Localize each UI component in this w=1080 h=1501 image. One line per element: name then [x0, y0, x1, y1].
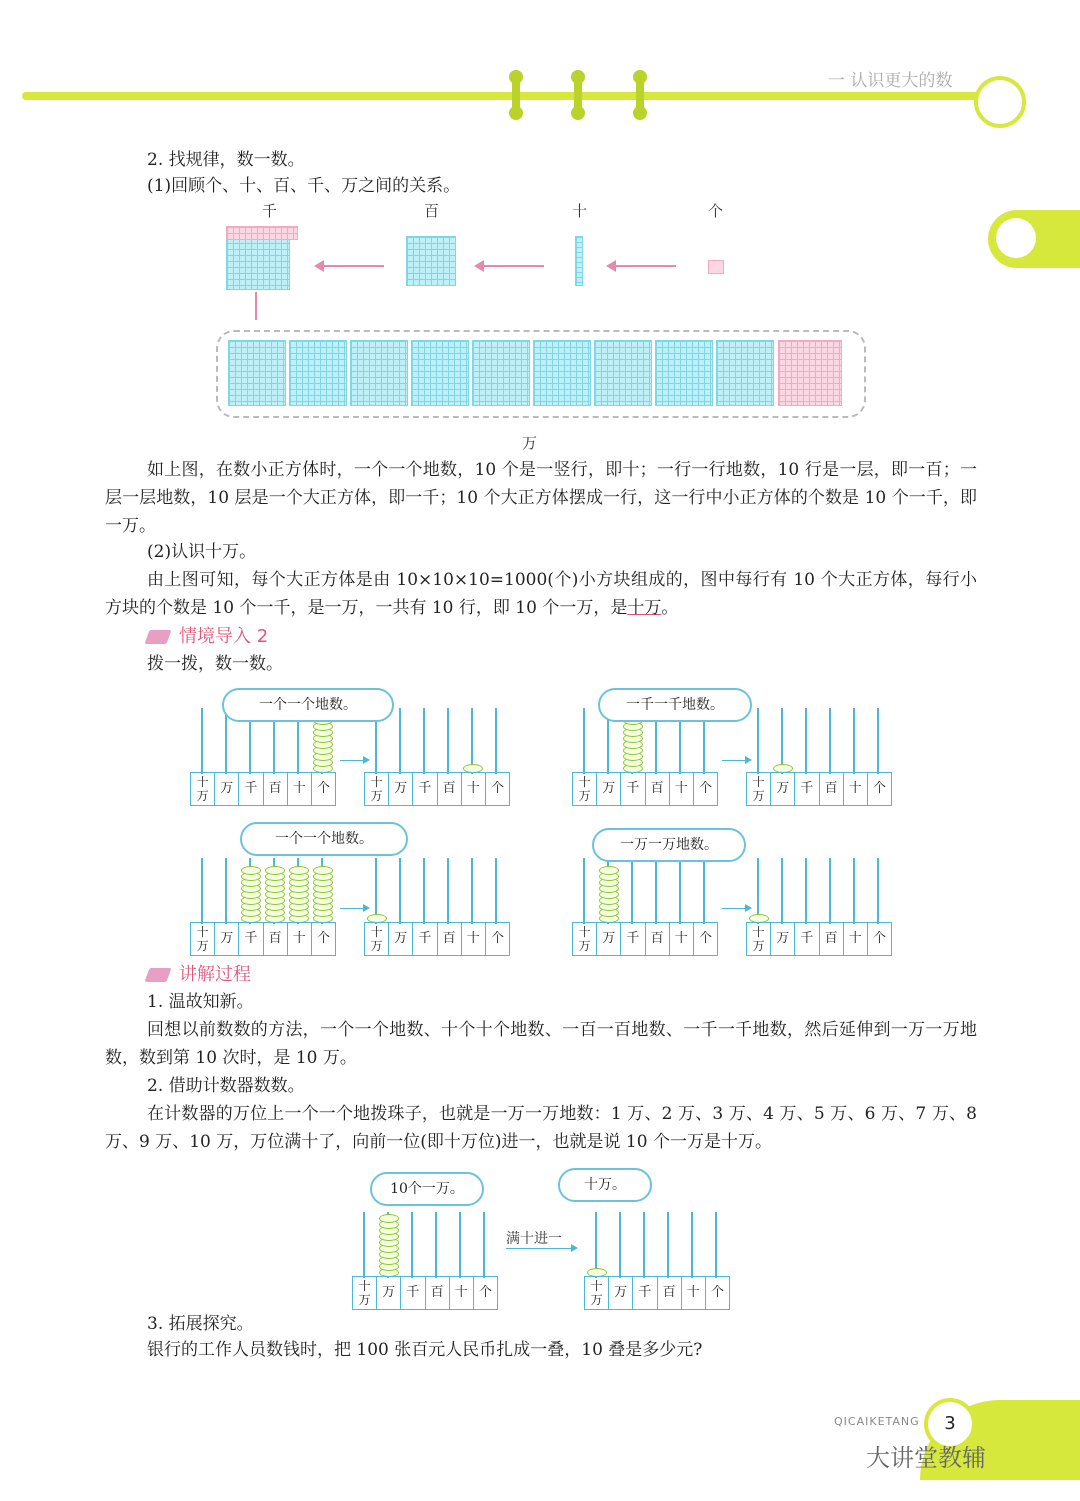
- place-label: 十: [462, 773, 486, 805]
- rod: [643, 1212, 645, 1278]
- bead: [265, 866, 285, 875]
- place-label: 千: [239, 773, 263, 805]
- instruction-text: 拨一拨，数一数。: [147, 654, 283, 674]
- place-label: 十万: [191, 923, 215, 955]
- rod: [483, 1212, 485, 1278]
- place-label: 百: [820, 773, 844, 805]
- header-rule: [22, 92, 992, 100]
- rod: [805, 708, 807, 774]
- place-label: 十: [288, 923, 312, 955]
- rod: [423, 858, 425, 924]
- arrow-right-icon: [340, 908, 364, 909]
- place-label: 十: [844, 773, 868, 805]
- big-cube: [594, 340, 652, 406]
- carry-label: 满十进一: [506, 1231, 562, 1247]
- rod: [201, 858, 203, 924]
- place-label: 万: [215, 773, 239, 805]
- rod: [225, 708, 227, 774]
- subsection-title: 1. 温故知新。: [147, 992, 254, 1012]
- rod: [853, 708, 855, 774]
- thought-cloud: 10个一万。: [370, 1172, 484, 1206]
- rod: [459, 1212, 461, 1278]
- rod: [411, 1212, 413, 1278]
- place-label: 十万: [573, 773, 597, 805]
- section-heading-explain: 讲解过程: [147, 960, 251, 986]
- rod: [853, 858, 855, 924]
- arrow-left-icon: [482, 265, 544, 267]
- big-cube: [228, 340, 286, 406]
- place-label: 个: [872, 781, 886, 796]
- rod: [631, 858, 633, 924]
- place-label: 十: [670, 773, 694, 805]
- subsection-title: 3. 拓展探究。: [147, 1314, 254, 1334]
- label-qian: 千: [262, 202, 278, 220]
- label-wan: 万: [522, 434, 538, 452]
- arrow-down-icon: [255, 292, 257, 320]
- bead: [379, 1214, 399, 1223]
- rod: [715, 1212, 717, 1278]
- place-label: 万: [215, 923, 239, 955]
- thought-cloud: 一千一千地数。: [598, 688, 752, 722]
- rod: [447, 708, 449, 774]
- binder-ring-icon: [574, 74, 582, 116]
- bead: [313, 866, 333, 875]
- rod: [667, 1212, 669, 1278]
- rod: [619, 1212, 621, 1278]
- bead: [599, 866, 619, 875]
- counting-frame: [584, 1200, 728, 1310]
- paragraph: 回想以前数数的方法，一个一个地数、十个十个地数、一百一百地数、一千一千地数，然后延伸到一万一万地数，数到第 10 次时，是 10 万。: [105, 1020, 977, 1068]
- question-text: 银行的工作人员数钱时，把 100 张百元人民币扎成一叠，10 叠是多少元?: [147, 1340, 703, 1360]
- thought-cloud: 十万。: [558, 1168, 652, 1202]
- place-label: 个: [490, 781, 504, 796]
- rod: [471, 858, 473, 924]
- subsection-title: (1)回顾个、十、百、千、万之间的关系。: [147, 176, 461, 196]
- bead: [289, 866, 309, 875]
- big-cube-highlight: [778, 340, 842, 406]
- rod: [679, 858, 681, 924]
- place-label: 个: [710, 1285, 724, 1300]
- counting-frame: [190, 846, 334, 956]
- place-label: 千: [413, 923, 437, 955]
- subsection-title: (2)认识十万。: [147, 542, 257, 562]
- label-shi: 十: [572, 202, 588, 220]
- label-ge: 个: [708, 202, 724, 220]
- place-label: 十万: [191, 773, 215, 805]
- place-label: 个: [316, 781, 330, 796]
- big-cube: [411, 340, 469, 406]
- paragraph: 由上图可知，每个大正方体是由 10×10×10=1000(个)小方块组成的，图中每行有 10 个大正方体，每行小方块的个数是 10 个一千，是一万，一共有 10 行，即 10 个一万，是十万。: [105, 570, 977, 618]
- place-label: 百: [264, 923, 288, 955]
- place-label: 百: [658, 1277, 682, 1309]
- watermark: 大讲堂教辅: [866, 1444, 986, 1472]
- place-label: 个: [872, 931, 886, 946]
- place-label: 万: [771, 773, 795, 805]
- rod: [655, 858, 657, 924]
- place-label: 十万: [365, 773, 389, 805]
- paragraph: 如上图，在数小正方体时，一个一个地数，10 个是一竖行，即十；一行一行地数，10 行是一层，即一百；一层一层地数，10 层是一个大正方体，即一千；10 个大正方体摆成一行，这一行中小正方体的个数是 10 个一千，即一万。: [105, 460, 977, 536]
- place-label: 千: [413, 773, 437, 805]
- place-label: 百: [264, 773, 288, 805]
- chapter-title: 一 认识更大的数: [828, 71, 953, 91]
- arrow-right-icon: [506, 1248, 572, 1249]
- place-label: 十万: [747, 923, 771, 955]
- place-label: 千: [239, 923, 263, 955]
- rod: [781, 858, 783, 924]
- thought-cloud: 一个一个地数。: [222, 688, 394, 722]
- rod: [495, 708, 497, 774]
- place-label: 十万: [573, 923, 597, 955]
- book-icon: [144, 968, 171, 982]
- thousand-cube: [226, 236, 290, 290]
- thought-cloud: 一万一万地数。: [592, 828, 746, 862]
- big-cube: [472, 340, 530, 406]
- rod: [691, 1212, 693, 1278]
- place-label: 万: [609, 1277, 633, 1309]
- mascot-logo-icon: [974, 76, 1026, 128]
- rod: [495, 858, 497, 924]
- place-label: 十: [670, 923, 694, 955]
- place-label: 个: [490, 931, 504, 946]
- rod: [877, 708, 879, 774]
- rod: [583, 708, 585, 774]
- arrow-right-icon: [340, 760, 364, 761]
- rod: [225, 858, 227, 924]
- bead: [241, 866, 261, 875]
- rod: [829, 708, 831, 774]
- place-label: 万: [389, 923, 413, 955]
- place-label: 十: [288, 773, 312, 805]
- place-label: 千: [621, 923, 645, 955]
- book-icon: [144, 630, 171, 644]
- place-label: 十万: [585, 1277, 609, 1309]
- big-cube: [289, 340, 347, 406]
- rod: [447, 858, 449, 924]
- binder-ring-icon: [636, 74, 644, 116]
- thought-cloud: 一个一个地数。: [240, 822, 408, 856]
- big-cube: [533, 340, 591, 406]
- paragraph: 在计数器的万位上一个一个地拨珠子，也就是一万一万地数：1 万、2 万、3 万、4 万、5 万、6 万、7 万、8 万、9 万、10 万，万位满十了，向前一位(即十万位)进一，也就是说 10 个一万是十万。: [105, 1104, 977, 1152]
- place-label: 十: [682, 1277, 706, 1309]
- place-label: 个: [698, 931, 712, 946]
- arrow-right-icon: [722, 760, 746, 761]
- place-label: 十: [462, 923, 486, 955]
- page-number: 3: [924, 1398, 976, 1450]
- place-label: 十万: [353, 1277, 377, 1309]
- hundred-flat: [406, 236, 456, 286]
- place-label: 百: [426, 1277, 450, 1309]
- rod: [423, 708, 425, 774]
- counting-frame: [352, 1200, 496, 1310]
- counting-frame: [572, 846, 716, 956]
- rod: [399, 708, 401, 774]
- place-label: 万: [771, 923, 795, 955]
- place-label: 万: [389, 773, 413, 805]
- rod: [877, 858, 879, 924]
- label-bai: 百: [424, 202, 440, 220]
- arrow-left-icon: [322, 265, 384, 267]
- place-label: 百: [438, 923, 462, 955]
- rod: [583, 858, 585, 924]
- place-label: 千: [621, 773, 645, 805]
- subsection-title: 2. 借助计数器数数。: [147, 1076, 305, 1096]
- place-label: 个: [478, 1285, 492, 1300]
- ten-rod: [575, 236, 583, 286]
- big-cube: [350, 340, 408, 406]
- rod: [703, 858, 705, 924]
- rod: [805, 858, 807, 924]
- place-label: 万: [377, 1277, 401, 1309]
- place-label: 千: [401, 1277, 425, 1309]
- place-label: 十: [844, 923, 868, 955]
- place-label: 百: [646, 773, 670, 805]
- arrow-right-icon: [722, 908, 746, 909]
- big-cube: [716, 340, 774, 406]
- unit-cube: [708, 260, 724, 274]
- place-label: 个: [698, 781, 712, 796]
- place-label: 百: [646, 923, 670, 955]
- place-label: 万: [597, 923, 621, 955]
- place-label: 万: [597, 773, 621, 805]
- rod: [435, 1212, 437, 1278]
- place-label: 千: [795, 773, 819, 805]
- rod: [757, 708, 759, 774]
- section-title: 2. 找规律，数一数。: [147, 150, 305, 170]
- place-label: 百: [438, 773, 462, 805]
- arrow-left-icon: [614, 265, 676, 267]
- rod: [399, 858, 401, 924]
- rod: [829, 858, 831, 924]
- rod: [363, 1212, 365, 1278]
- section-heading-intro: 情境导入 2: [147, 622, 268, 648]
- place-label: 十万: [747, 773, 771, 805]
- place-label: 个: [316, 931, 330, 946]
- counting-frame: [364, 846, 508, 956]
- counting-frame: [746, 846, 890, 956]
- place-label: 千: [633, 1277, 657, 1309]
- place-label: 百: [820, 923, 844, 955]
- rod: [201, 708, 203, 774]
- place-label: 十: [450, 1277, 474, 1309]
- big-cube: [655, 340, 713, 406]
- rabbit-icon: [996, 218, 1036, 258]
- thousand-cube-top: [226, 226, 298, 240]
- counting-frame: [746, 696, 890, 806]
- place-label: 千: [795, 923, 819, 955]
- binder-ring-icon: [512, 74, 520, 116]
- footer-brand: QICAIKETANG: [834, 1415, 920, 1428]
- place-label: 十万: [365, 923, 389, 955]
